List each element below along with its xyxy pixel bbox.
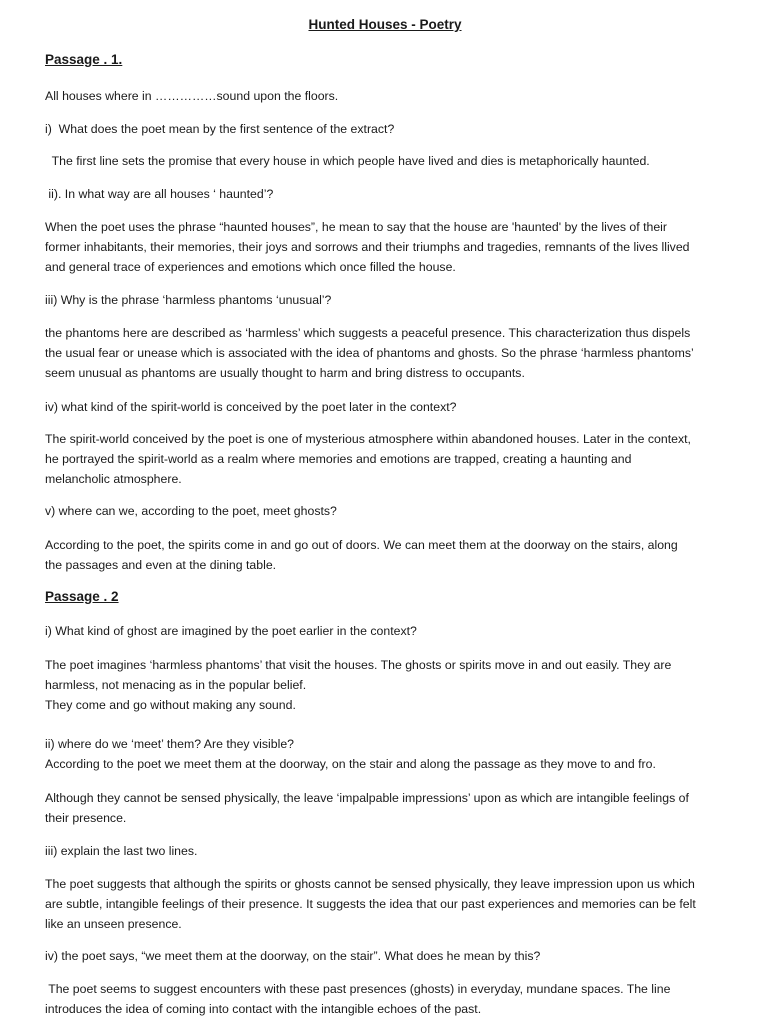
paragraph-line: harmless, not menacing as in the popular belief.: [45, 678, 307, 692]
paragraph-line: the usual fear or unease which is associated with the idea of phantoms and ghosts. So the phrase ‘harmless phantoms’: [45, 346, 694, 360]
paragraph-line: The poet seems to suggest encounters with these past presences (ghosts) in everyday, mundane spaces. The line: [45, 982, 671, 996]
passage-2-question-3: [45, 841, 725, 861]
paragraph-line: like an unseen presence.: [45, 917, 182, 931]
paragraph-line: v) where can we, according to the poet, meet ghosts?: [45, 504, 337, 518]
paragraph-line: are subtle, intangible feelings of their presence. It suggests the idea that our past experiences and memories can be felt: [45, 897, 696, 911]
passage-2-answer-3: [45, 874, 725, 934]
paragraph-line: The spirit-world conceived by the poet is one of mysterious atmosphere within abandoned houses. Later in the context,: [45, 432, 691, 446]
paragraph-line: he portrayed the spirit-world as a realm where memories and emotions are trapped, creating a haunting and: [45, 452, 632, 466]
paragraph-line: i) What does the poet mean by the first sentence of the extract?: [45, 122, 395, 136]
paragraph-line: According to the poet, the spirits come in and go out of doors. We can meet them at the doorway on the stairs, along: [45, 538, 678, 552]
passage-1-heading: Passage . 1.: [45, 52, 123, 67]
paragraph-line: introduces the idea of coming into contact with the intangible echoes of the past.: [45, 1002, 482, 1016]
paragraph-line: seem unusual as phantoms are usually thought to harm and bring distress to occupants.: [45, 366, 525, 380]
paragraph-line: The first line sets the promise that every house in which people have lived and dies is metaphorically haunted.: [45, 154, 650, 168]
passage-2-question-4: [45, 946, 725, 966]
paragraph-line: melancholic atmosphere.: [45, 472, 182, 486]
paragraph-line: They come and go without making any sound.: [45, 698, 296, 712]
paragraph-line: ii). In what way are all houses ‘ haunted’?: [45, 187, 274, 201]
passage-1-question-3: [45, 290, 725, 310]
paragraph-line: former inhabitants, their memories, their joys and sorrows and their triumphs and tragedies, remnants of the lives llived: [45, 240, 690, 254]
passage-1-question-4: [45, 397, 725, 417]
paragraph-line: ii) where do we ‘meet’ them? Are they visible?: [45, 737, 295, 751]
passage-1-question-2: [45, 184, 725, 204]
paragraph-line: According to the poet we meet them at the doorway, on the stair and along the passage as they move to and fro.: [45, 757, 656, 771]
paragraph-line: iii) Why is the phrase ‘harmless phantoms ‘unusual’?: [45, 293, 332, 307]
paragraph-line: i) What kind of ghost are imagined by the poet earlier in the context?: [45, 624, 417, 638]
paragraph-line: The poet suggests that although the spirits or ghosts cannot be sensed physically, they leave impression upon us which: [45, 877, 695, 891]
passage-2-heading: Passage . 2: [45, 589, 119, 604]
paragraph-line: iv) what kind of the spirit-world is conceived by the poet later in the context?: [45, 400, 457, 414]
paragraph-line: The poet imagines ‘harmless phantoms’ that visit the houses. The ghosts or spirits move in and out easily. They are: [45, 658, 672, 672]
passage-1-answer-3: [45, 323, 725, 383]
paragraph-line: When the poet uses the phrase “haunted houses”, he mean to say that the house are 'haunted' by the lives of their: [45, 220, 667, 234]
passage-2-answer-4: [45, 979, 725, 1019]
passage-2-answer-2: [45, 788, 725, 828]
paragraph-line: All houses where in ……………sound upon the floors.: [45, 89, 339, 103]
passage-1-question-5: [45, 501, 725, 521]
passage-1-intro: [45, 86, 725, 106]
passage-1-answer-5: [45, 535, 725, 575]
paragraph-line: the passages and even at the dining table.: [45, 558, 277, 572]
paragraph-line: iv) the poet says, “we meet them at the doorway, on the stair”. What does he mean by this?: [45, 949, 541, 963]
passage-2-question-1: [45, 621, 725, 641]
paragraph-line: the phantoms here are described as ‘harmless’ which suggests a peaceful presence. This characterization thus dispels: [45, 326, 691, 340]
passage-1-answer-1: [45, 151, 725, 171]
paragraph-line: iii) explain the last two lines.: [45, 844, 198, 858]
passage-2-answer-1: [45, 655, 725, 715]
paragraph-line: Although they cannot be sensed physically, the leave ‘impalpable impressions’ upon as which are intangible feelings of: [45, 791, 689, 805]
passage-2-question-2: [45, 734, 725, 774]
document-title: Hunted Houses - Poetry: [308, 17, 462, 32]
passage-1-answer-4: [45, 429, 725, 489]
paragraph-line: their presence.: [45, 811, 127, 825]
passage-1-question-1: [45, 119, 725, 139]
passage-1-answer-2: [45, 217, 725, 277]
paragraph-line: and general trace of experiences and emotions which once filled the house.: [45, 260, 456, 274]
